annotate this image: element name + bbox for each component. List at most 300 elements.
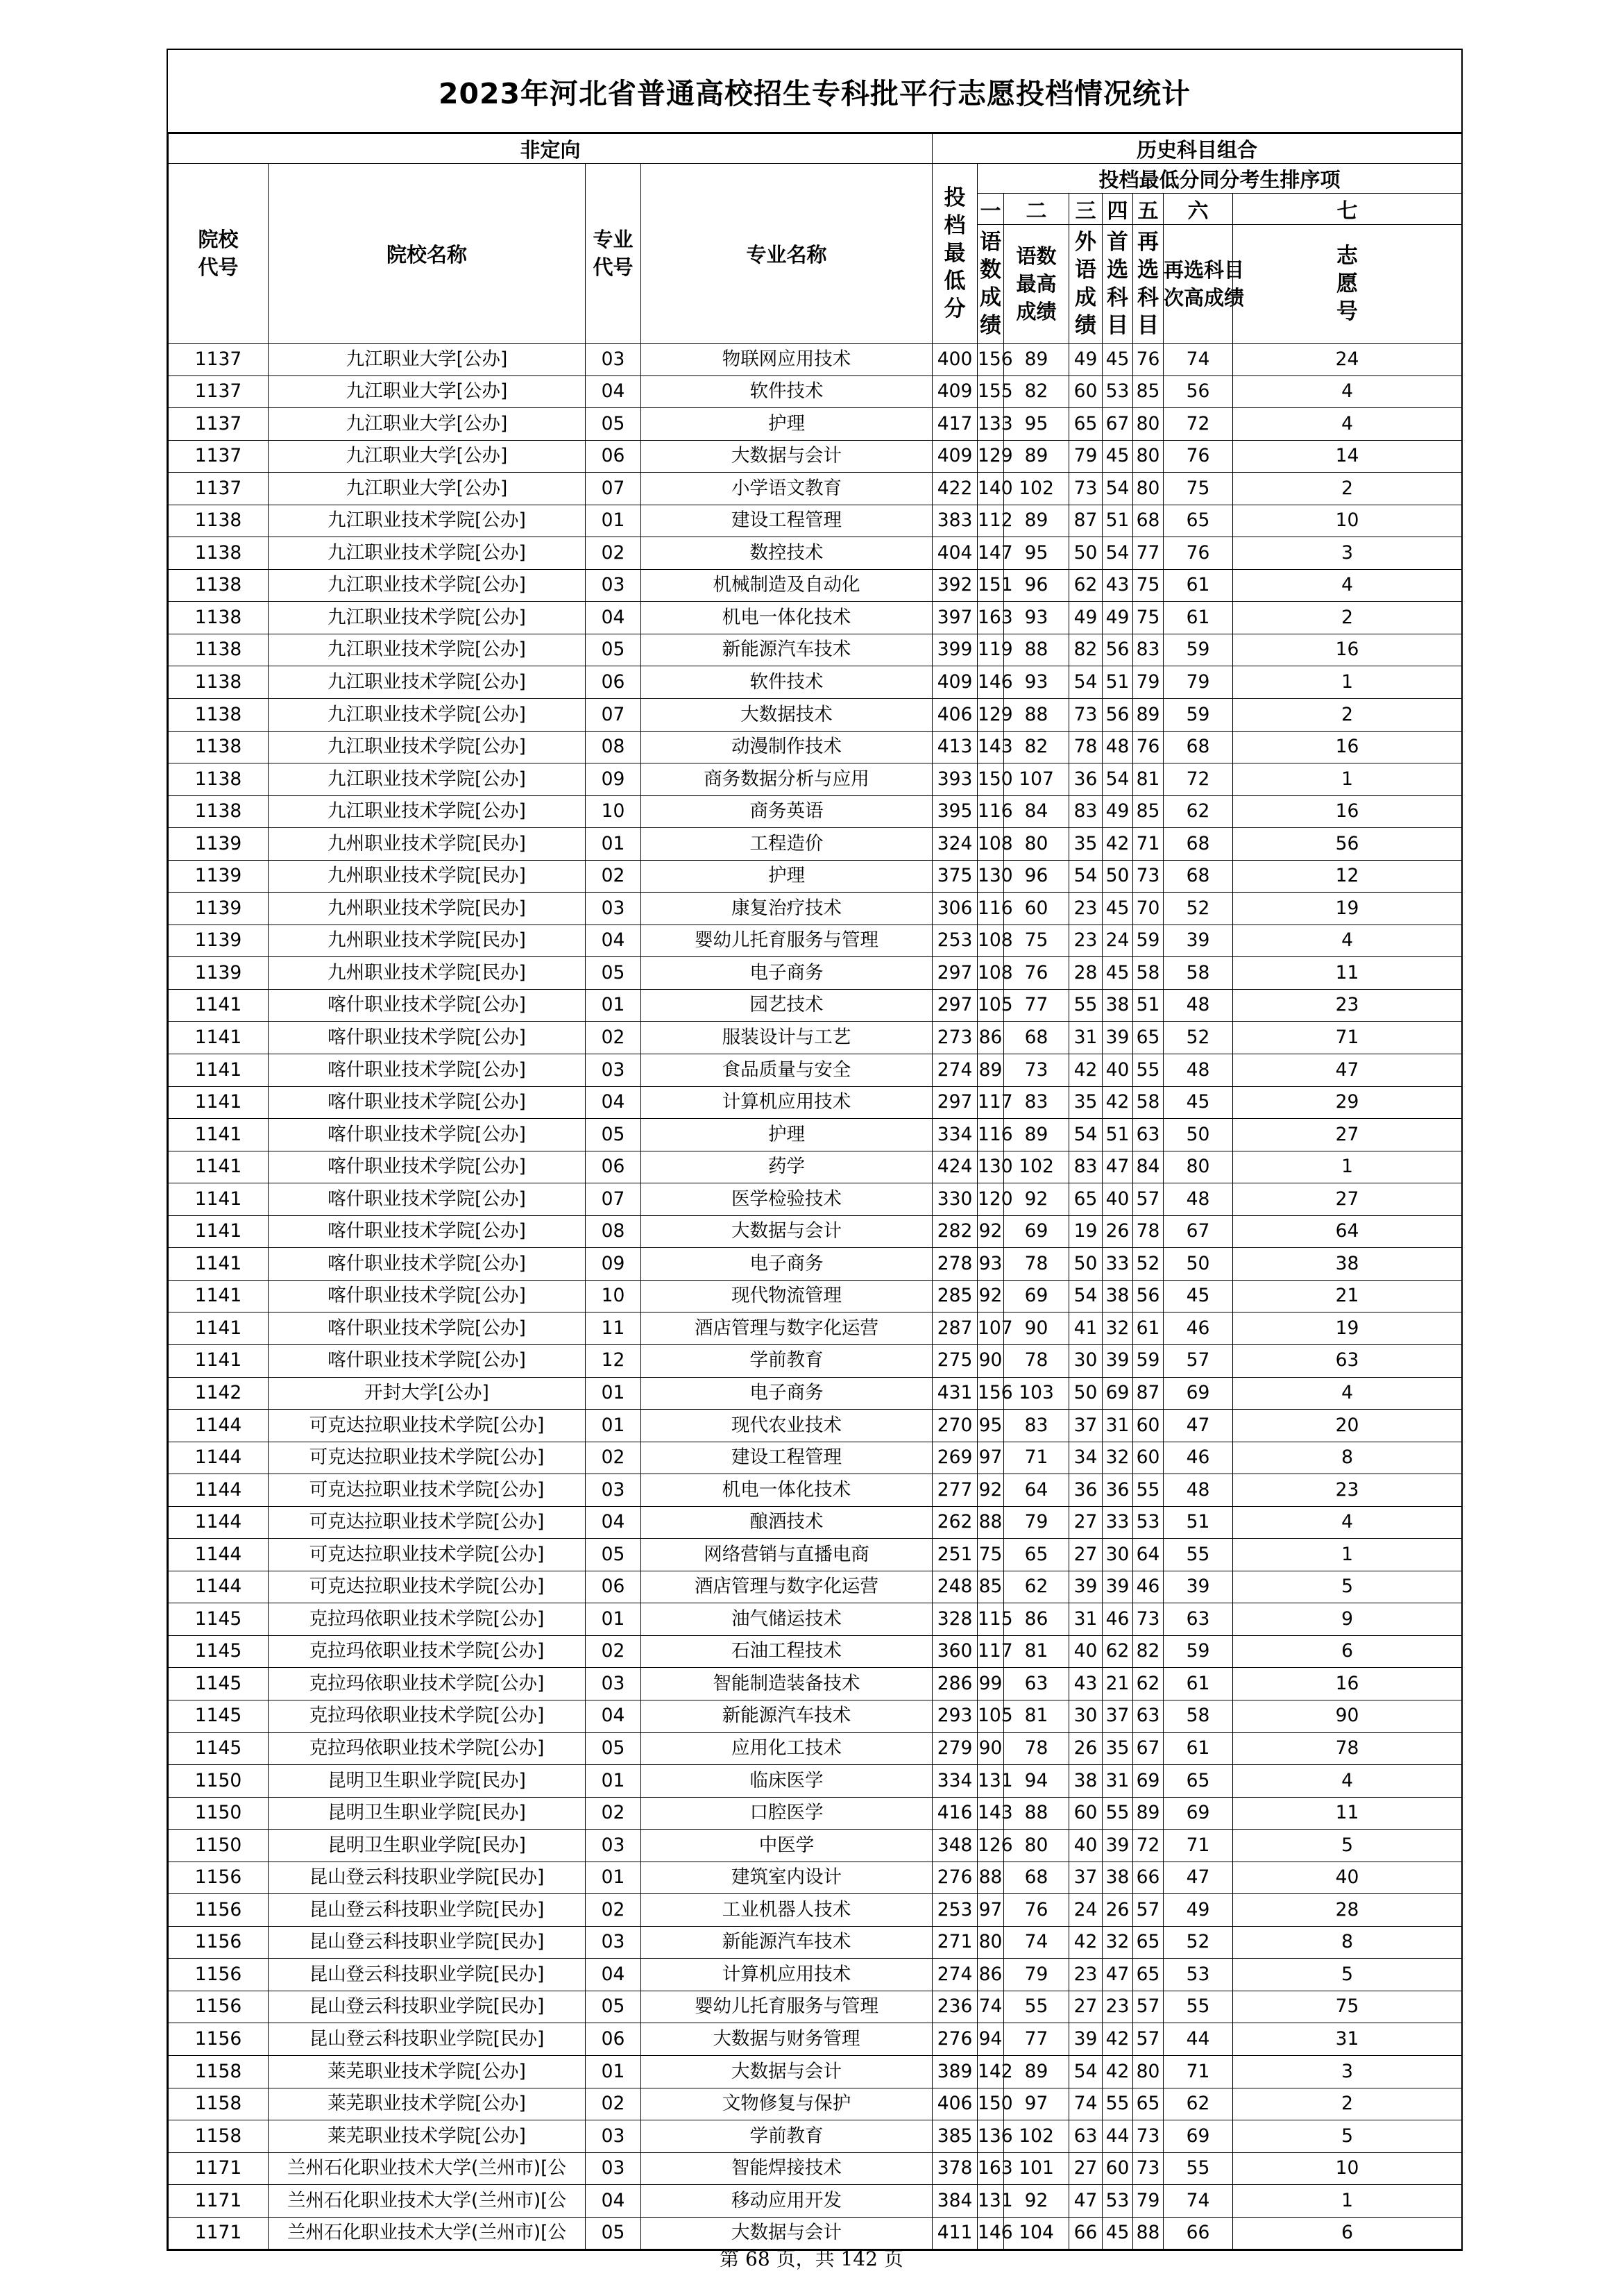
cell-school-code: 1141 bbox=[169, 1312, 269, 1345]
cell-school-code: 1137 bbox=[169, 375, 269, 408]
cell-tie-1: 163 bbox=[978, 2152, 1004, 2185]
cell-major-code: 02 bbox=[586, 1442, 641, 1474]
cell-tie-2: 92 bbox=[1004, 2185, 1069, 2218]
cell-school-name: 九州职业技术学院[民办] bbox=[269, 860, 586, 893]
tie-number: 七 bbox=[1233, 194, 1462, 225]
table-row bbox=[169, 1410, 1462, 1442]
cell-tie-2: 89 bbox=[1004, 344, 1069, 376]
cell-major-name: 计算机应用技术 bbox=[641, 1086, 933, 1119]
cell-tie-6: 55 bbox=[1164, 1539, 1233, 1571]
cell-school-code: 1138 bbox=[169, 666, 269, 699]
cell-tie-3: 30 bbox=[1069, 1344, 1103, 1377]
cell-tie-3: 35 bbox=[1069, 828, 1103, 861]
cell-tie-6: 48 bbox=[1164, 1474, 1233, 1507]
cell-tie-1: 105 bbox=[978, 989, 1004, 1022]
cell-tie-4: 40 bbox=[1103, 1183, 1133, 1216]
cell-tie-2: 101 bbox=[1004, 2152, 1069, 2185]
cell-tie-2: 55 bbox=[1004, 1991, 1069, 2023]
cell-major-name: 智能焊接技术 bbox=[641, 2152, 933, 2185]
cell-tie-1: 112 bbox=[978, 505, 1004, 537]
cell-tie-2: 86 bbox=[1004, 1603, 1069, 1636]
cell-school-code: 1141 bbox=[169, 1022, 269, 1054]
cell-tie-6: 52 bbox=[1164, 1022, 1233, 1054]
cell-tie-5: 55 bbox=[1133, 1474, 1164, 1507]
cell-tie-7: 19 bbox=[1233, 1312, 1462, 1345]
cell-major-name: 智能制造装备技术 bbox=[641, 1668, 933, 1700]
cell-tie-6: 50 bbox=[1164, 1119, 1233, 1151]
cell-school-name: 喀什职业技术学院[公办] bbox=[269, 989, 586, 1022]
cell-min-score: 236 bbox=[933, 1991, 978, 2023]
cell-major-name: 物联网应用技术 bbox=[641, 344, 933, 376]
cell-tie-6: 51 bbox=[1164, 1506, 1233, 1539]
cell-tie-2: 96 bbox=[1004, 569, 1069, 602]
cell-min-score: 397 bbox=[933, 602, 978, 634]
cell-major-name: 婴幼儿托育服务与管理 bbox=[641, 1991, 933, 2023]
cell-major-name: 学前教育 bbox=[641, 1344, 933, 1377]
cell-min-score: 274 bbox=[933, 1959, 978, 1991]
cell-tie-7: 75 bbox=[1233, 1991, 1462, 2023]
cell-tie-1: 151 bbox=[978, 569, 1004, 602]
cell-tie-7: 1 bbox=[1233, 763, 1462, 796]
cell-tie-4: 39 bbox=[1103, 1344, 1133, 1377]
table-row bbox=[169, 2023, 1462, 2056]
cell-tie-6: 48 bbox=[1164, 1054, 1233, 1087]
cell-tie-4: 49 bbox=[1103, 795, 1133, 828]
cell-tie-6: 47 bbox=[1164, 1410, 1233, 1442]
cell-tie-1: 107 bbox=[978, 1312, 1004, 1345]
cell-tie-5: 73 bbox=[1133, 2120, 1164, 2153]
cell-school-code: 1171 bbox=[169, 2185, 269, 2218]
cell-tie-3: 50 bbox=[1069, 537, 1103, 570]
cell-min-score: 404 bbox=[933, 537, 978, 570]
cell-tie-7: 63 bbox=[1233, 1344, 1462, 1377]
cell-school-name: 九州职业技术学院[民办] bbox=[269, 893, 586, 925]
cell-school-code: 1150 bbox=[169, 1765, 269, 1798]
cell-school-code: 1150 bbox=[169, 1797, 269, 1830]
cell-tie-6: 48 bbox=[1164, 989, 1233, 1022]
table-row bbox=[169, 1830, 1462, 1862]
cell-tie-6: 68 bbox=[1164, 731, 1233, 763]
cell-tie-1: 131 bbox=[978, 1765, 1004, 1798]
cell-min-score: 378 bbox=[933, 2152, 978, 2185]
cell-tie-4: 35 bbox=[1103, 1732, 1133, 1765]
cell-school-code: 1141 bbox=[169, 1248, 269, 1281]
cell-tie-7: 3 bbox=[1233, 2055, 1462, 2088]
table-row bbox=[169, 440, 1462, 473]
cell-major-name: 工程造价 bbox=[641, 828, 933, 861]
cell-tie-4: 54 bbox=[1103, 537, 1133, 570]
cell-tie-1: 133 bbox=[978, 408, 1004, 441]
tie-number: 三 bbox=[1069, 194, 1103, 225]
cell-major-code: 02 bbox=[586, 1635, 641, 1668]
cell-school-name: 九江职业技术学院[公办] bbox=[269, 731, 586, 763]
cell-major-code: 04 bbox=[586, 1506, 641, 1539]
tie-label: 外语成绩 bbox=[1069, 225, 1103, 344]
cell-tie-6: 66 bbox=[1164, 2217, 1233, 2249]
cell-tie-6: 65 bbox=[1164, 505, 1233, 537]
cell-tie-4: 38 bbox=[1103, 1862, 1133, 1894]
cell-tie-7: 40 bbox=[1233, 1862, 1462, 1894]
cell-tie-5: 83 bbox=[1133, 634, 1164, 666]
cell-tie-7: 1 bbox=[1233, 1539, 1462, 1571]
cell-major-code: 05 bbox=[586, 1991, 641, 2023]
cell-min-score: 334 bbox=[933, 1765, 978, 1798]
cell-min-score: 297 bbox=[933, 1086, 978, 1119]
cell-tie-7: 4 bbox=[1233, 375, 1462, 408]
cell-tie-5: 89 bbox=[1133, 1797, 1164, 1830]
table-row bbox=[169, 1862, 1462, 1894]
cell-tie-4: 54 bbox=[1103, 763, 1133, 796]
cell-major-code: 01 bbox=[586, 1603, 641, 1636]
cell-tie-5: 75 bbox=[1133, 602, 1164, 634]
cell-tie-5: 53 bbox=[1133, 1506, 1164, 1539]
table-row bbox=[169, 2185, 1462, 2218]
cell-tie-1: 156 bbox=[978, 1377, 1004, 1410]
cell-major-code: 04 bbox=[586, 1086, 641, 1119]
cell-major-name: 护理 bbox=[641, 860, 933, 893]
cell-tie-1: 117 bbox=[978, 1635, 1004, 1668]
cell-school-name: 莱芜职业技术学院[公办] bbox=[269, 2088, 586, 2120]
cell-tie-1: 97 bbox=[978, 1442, 1004, 1474]
cell-tie-3: 23 bbox=[1069, 925, 1103, 957]
cell-min-score: 406 bbox=[933, 699, 978, 732]
cell-tie-2: 76 bbox=[1004, 1894, 1069, 1927]
table-row bbox=[169, 1635, 1462, 1668]
cell-tie-1: 108 bbox=[978, 828, 1004, 861]
cell-tie-1: 92 bbox=[978, 1215, 1004, 1248]
table-row bbox=[169, 2088, 1462, 2120]
cell-school-code: 1145 bbox=[169, 1700, 269, 1732]
cell-school-code: 1145 bbox=[169, 1603, 269, 1636]
cell-tie-1: 120 bbox=[978, 1183, 1004, 1216]
table-row bbox=[169, 537, 1462, 570]
cell-tie-7: 5 bbox=[1233, 1571, 1462, 1603]
header-tie-group: 投档最低分同分考生排序项 bbox=[978, 164, 1462, 194]
table-row bbox=[169, 795, 1462, 828]
cell-tie-2: 80 bbox=[1004, 1830, 1069, 1862]
cell-tie-3: 73 bbox=[1069, 473, 1103, 505]
cell-tie-2: 78 bbox=[1004, 1344, 1069, 1377]
cell-tie-1: 156 bbox=[978, 344, 1004, 376]
cell-school-code: 1141 bbox=[169, 989, 269, 1022]
table-row bbox=[169, 1151, 1462, 1183]
cell-tie-2: 60 bbox=[1004, 893, 1069, 925]
cell-tie-6: 76 bbox=[1164, 537, 1233, 570]
cell-tie-5: 79 bbox=[1133, 666, 1164, 699]
table-row bbox=[169, 2120, 1462, 2153]
cell-major-code: 09 bbox=[586, 1248, 641, 1281]
cell-tie-3: 79 bbox=[1069, 440, 1103, 473]
cell-tie-6: 56 bbox=[1164, 375, 1233, 408]
cell-tie-2: 69 bbox=[1004, 1215, 1069, 1248]
cell-tie-3: 83 bbox=[1069, 1151, 1103, 1183]
cell-school-code: 1156 bbox=[169, 1991, 269, 2023]
cell-min-score: 324 bbox=[933, 828, 978, 861]
table-row bbox=[169, 1344, 1462, 1377]
cell-min-score: 385 bbox=[933, 2120, 978, 2153]
tie-number: 六 bbox=[1164, 194, 1233, 225]
cell-tie-3: 40 bbox=[1069, 1830, 1103, 1862]
cell-major-name: 商务数据分析与应用 bbox=[641, 763, 933, 796]
cell-major-name: 食品质量与安全 bbox=[641, 1054, 933, 1087]
cell-tie-1: 94 bbox=[978, 2023, 1004, 2056]
table-row bbox=[169, 1700, 1462, 1732]
cell-min-score: 279 bbox=[933, 1732, 978, 1765]
cell-tie-3: 49 bbox=[1069, 602, 1103, 634]
cell-min-score: 393 bbox=[933, 763, 978, 796]
cell-tie-3: 73 bbox=[1069, 699, 1103, 732]
cell-tie-1: 88 bbox=[978, 1862, 1004, 1894]
cell-major-name: 大数据与财务管理 bbox=[641, 2023, 933, 2056]
header-school-name: 院校名称 bbox=[269, 164, 586, 344]
table-row bbox=[169, 1119, 1462, 1151]
cell-school-code: 1138 bbox=[169, 763, 269, 796]
cell-school-code: 1137 bbox=[169, 473, 269, 505]
cell-school-name: 九江职业大学[公办] bbox=[269, 375, 586, 408]
table-row bbox=[169, 1539, 1462, 1571]
cell-tie-5: 60 bbox=[1133, 1442, 1164, 1474]
cell-tie-6: 44 bbox=[1164, 2023, 1233, 2056]
cell-tie-6: 55 bbox=[1164, 1991, 1233, 2023]
cell-school-name: 九江职业大学[公办] bbox=[269, 473, 586, 505]
cell-tie-7: 31 bbox=[1233, 2023, 1462, 2056]
cell-school-name: 喀什职业技术学院[公办] bbox=[269, 1183, 586, 1216]
cell-major-code: 05 bbox=[586, 1732, 641, 1765]
cell-tie-3: 26 bbox=[1069, 1732, 1103, 1765]
cell-tie-7: 16 bbox=[1233, 795, 1462, 828]
cell-tie-1: 163 bbox=[978, 602, 1004, 634]
cell-school-code: 1141 bbox=[169, 1344, 269, 1377]
cell-tie-4: 55 bbox=[1103, 2088, 1133, 2120]
cell-school-code: 1144 bbox=[169, 1571, 269, 1603]
cell-tie-3: 54 bbox=[1069, 2055, 1103, 2088]
cell-major-name: 数控技术 bbox=[641, 537, 933, 570]
cell-tie-2: 89 bbox=[1004, 440, 1069, 473]
cell-tie-7: 23 bbox=[1233, 989, 1462, 1022]
cell-tie-6: 72 bbox=[1164, 408, 1233, 441]
header-school-code: 院校代号 bbox=[169, 164, 269, 344]
cell-min-score: 413 bbox=[933, 731, 978, 763]
cell-tie-7: 29 bbox=[1233, 1086, 1462, 1119]
cell-tie-7: 1 bbox=[1233, 666, 1462, 699]
table-row bbox=[169, 1894, 1462, 1927]
cell-tie-4: 32 bbox=[1103, 1926, 1133, 1959]
cell-min-score: 328 bbox=[933, 1603, 978, 1636]
cell-tie-4: 56 bbox=[1103, 699, 1133, 732]
cell-tie-4: 30 bbox=[1103, 1539, 1133, 1571]
cell-tie-6: 59 bbox=[1164, 634, 1233, 666]
cell-min-score: 277 bbox=[933, 1474, 978, 1507]
cell-major-name: 机电一体化技术 bbox=[641, 602, 933, 634]
cell-tie-4: 38 bbox=[1103, 1280, 1133, 1312]
cell-major-code: 05 bbox=[586, 1539, 641, 1571]
cell-school-name: 克拉玛依职业技术学院[公办] bbox=[269, 1603, 586, 1636]
cell-tie-6: 72 bbox=[1164, 763, 1233, 796]
cell-major-name: 现代农业技术 bbox=[641, 1410, 933, 1442]
cell-major-code: 08 bbox=[586, 1215, 641, 1248]
cell-tie-3: 37 bbox=[1069, 1410, 1103, 1442]
cell-tie-3: 49 bbox=[1069, 344, 1103, 376]
cell-tie-2: 77 bbox=[1004, 989, 1069, 1022]
cell-major-name: 新能源汽车技术 bbox=[641, 634, 933, 666]
table-row bbox=[169, 602, 1462, 634]
cell-tie-2: 104 bbox=[1004, 2217, 1069, 2249]
tie-number: 一 bbox=[978, 194, 1004, 225]
cell-school-name: 昆明卫生职业学院[民办] bbox=[269, 1797, 586, 1830]
cell-major-name: 动漫制作技术 bbox=[641, 731, 933, 763]
cell-major-code: 06 bbox=[586, 1151, 641, 1183]
cell-tie-5: 63 bbox=[1133, 1700, 1164, 1732]
cell-major-code: 03 bbox=[586, 569, 641, 602]
admission-table-sheet bbox=[167, 49, 1463, 2251]
cell-major-name: 新能源汽车技术 bbox=[641, 1926, 933, 1959]
cell-tie-3: 34 bbox=[1069, 1442, 1103, 1474]
cell-school-code: 1142 bbox=[169, 1377, 269, 1410]
cell-school-name: 九江职业技术学院[公办] bbox=[269, 537, 586, 570]
cell-major-code: 12 bbox=[586, 1344, 641, 1377]
cell-tie-4: 45 bbox=[1103, 893, 1133, 925]
cell-school-code: 1137 bbox=[169, 408, 269, 441]
cell-tie-3: 27 bbox=[1069, 1539, 1103, 1571]
cell-tie-7: 4 bbox=[1233, 1765, 1462, 1798]
tie-label: 语数最高成绩 bbox=[1004, 225, 1069, 344]
cell-major-code: 01 bbox=[586, 2055, 641, 2088]
cell-tie-4: 45 bbox=[1103, 440, 1133, 473]
cell-tie-7: 71 bbox=[1233, 1022, 1462, 1054]
cell-tie-5: 57 bbox=[1133, 1991, 1164, 2023]
cell-school-name: 昆山登云科技职业学院[民办] bbox=[269, 1894, 586, 1927]
cell-school-name: 九州职业技术学院[民办] bbox=[269, 828, 586, 861]
cell-tie-3: 83 bbox=[1069, 795, 1103, 828]
tie-number: 二 bbox=[1004, 194, 1069, 225]
cell-major-code: 02 bbox=[586, 860, 641, 893]
tie-label: 语数成绩 bbox=[978, 225, 1004, 344]
cell-tie-4: 45 bbox=[1103, 344, 1133, 376]
cell-major-name: 工业机器人技术 bbox=[641, 1894, 933, 1927]
cell-school-code: 1137 bbox=[169, 440, 269, 473]
cell-tie-3: 47 bbox=[1069, 2185, 1103, 2218]
cell-tie-3: 82 bbox=[1069, 634, 1103, 666]
cell-tie-1: 105 bbox=[978, 1700, 1004, 1732]
cell-school-code: 1141 bbox=[169, 1119, 269, 1151]
cell-tie-2: 103 bbox=[1004, 1377, 1069, 1410]
cell-tie-7: 4 bbox=[1233, 1506, 1462, 1539]
cell-school-name: 九江职业技术学院[公办] bbox=[269, 569, 586, 602]
cell-tie-2: 89 bbox=[1004, 2055, 1069, 2088]
cell-major-code: 04 bbox=[586, 2185, 641, 2218]
cell-tie-5: 78 bbox=[1133, 1215, 1164, 1248]
cell-school-name: 九江职业技术学院[公办] bbox=[269, 699, 586, 732]
cell-tie-3: 28 bbox=[1069, 957, 1103, 990]
cell-min-score: 422 bbox=[933, 473, 978, 505]
cell-min-score: 274 bbox=[933, 1054, 978, 1087]
cell-major-code: 04 bbox=[586, 375, 641, 408]
table-row bbox=[169, 1248, 1462, 1281]
cell-min-score: 293 bbox=[933, 1700, 978, 1732]
cell-tie-2: 71 bbox=[1004, 1442, 1069, 1474]
table-row bbox=[169, 375, 1462, 408]
cell-min-score: 400 bbox=[933, 344, 978, 376]
cell-tie-5: 68 bbox=[1133, 505, 1164, 537]
cell-major-code: 03 bbox=[586, 2152, 641, 2185]
cell-tie-7: 11 bbox=[1233, 1797, 1462, 1830]
cell-tie-6: 39 bbox=[1164, 925, 1233, 957]
cell-tie-1: 88 bbox=[978, 1506, 1004, 1539]
table-row bbox=[169, 925, 1462, 957]
cell-tie-3: 43 bbox=[1069, 1668, 1103, 1700]
cell-tie-5: 76 bbox=[1133, 731, 1164, 763]
cell-tie-1: 140 bbox=[978, 473, 1004, 505]
cell-tie-1: 90 bbox=[978, 1344, 1004, 1377]
table-row bbox=[169, 1183, 1462, 1216]
cell-tie-4: 39 bbox=[1103, 1022, 1133, 1054]
table-row bbox=[169, 828, 1462, 861]
cell-tie-1: 131 bbox=[978, 2185, 1004, 2218]
cell-school-name: 九江职业技术学院[公办] bbox=[269, 505, 586, 537]
cell-major-name: 护理 bbox=[641, 1119, 933, 1151]
cell-school-name: 九江职业技术学院[公办] bbox=[269, 602, 586, 634]
cell-tie-7: 2 bbox=[1233, 473, 1462, 505]
table-row bbox=[169, 699, 1462, 732]
cell-tie-7: 2 bbox=[1233, 602, 1462, 634]
cell-min-score: 248 bbox=[933, 1571, 978, 1603]
cell-tie-4: 23 bbox=[1103, 1991, 1133, 2023]
cell-tie-5: 76 bbox=[1133, 344, 1164, 376]
cell-tie-6: 74 bbox=[1164, 344, 1233, 376]
cell-tie-2: 102 bbox=[1004, 2120, 1069, 2153]
cell-tie-7: 12 bbox=[1233, 860, 1462, 893]
cell-school-name: 九江职业大学[公办] bbox=[269, 408, 586, 441]
cell-tie-3: 60 bbox=[1069, 1797, 1103, 1830]
cell-major-name: 婴幼儿托育服务与管理 bbox=[641, 925, 933, 957]
cell-major-code: 04 bbox=[586, 602, 641, 634]
cell-tie-5: 57 bbox=[1133, 2023, 1164, 2056]
cell-school-code: 1158 bbox=[169, 2055, 269, 2088]
page-footer: 第 68 页，共 142 页 bbox=[720, 2247, 903, 2270]
cell-tie-6: 58 bbox=[1164, 957, 1233, 990]
cell-tie-1: 143 bbox=[978, 731, 1004, 763]
cell-tie-5: 62 bbox=[1133, 1668, 1164, 1700]
cell-tie-5: 65 bbox=[1133, 1022, 1164, 1054]
cell-school-name: 昆山登云科技职业学院[民办] bbox=[269, 1926, 586, 1959]
cell-tie-4: 45 bbox=[1103, 957, 1133, 990]
cell-school-code: 1145 bbox=[169, 1668, 269, 1700]
cell-tie-4: 39 bbox=[1103, 1571, 1133, 1603]
tie-label: 再选科目次高成绩 bbox=[1164, 225, 1233, 344]
cell-major-name: 软件技术 bbox=[641, 666, 933, 699]
cell-tie-5: 63 bbox=[1133, 1119, 1164, 1151]
cell-tie-7: 8 bbox=[1233, 1442, 1462, 1474]
cell-tie-5: 70 bbox=[1133, 893, 1164, 925]
cell-school-code: 1138 bbox=[169, 537, 269, 570]
cell-major-code: 11 bbox=[586, 1312, 641, 1345]
cell-tie-5: 55 bbox=[1133, 1054, 1164, 1087]
cell-school-name: 可克达拉职业技术学院[公办] bbox=[269, 1442, 586, 1474]
cell-tie-5: 66 bbox=[1133, 1862, 1164, 1894]
cell-min-score: 276 bbox=[933, 2023, 978, 2056]
cell-tie-1: 147 bbox=[978, 537, 1004, 570]
cell-school-name: 可克达拉职业技术学院[公办] bbox=[269, 1571, 586, 1603]
cell-tie-3: 27 bbox=[1069, 2152, 1103, 2185]
cell-tie-4: 43 bbox=[1103, 569, 1133, 602]
cell-major-code: 09 bbox=[586, 763, 641, 796]
table-row bbox=[169, 1926, 1462, 1959]
cell-major-name: 大数据与会计 bbox=[641, 2055, 933, 2088]
cell-tie-5: 58 bbox=[1133, 1086, 1164, 1119]
cell-tie-1: 90 bbox=[978, 1732, 1004, 1765]
cell-min-score: 287 bbox=[933, 1312, 978, 1345]
cell-tie-3: 65 bbox=[1069, 408, 1103, 441]
